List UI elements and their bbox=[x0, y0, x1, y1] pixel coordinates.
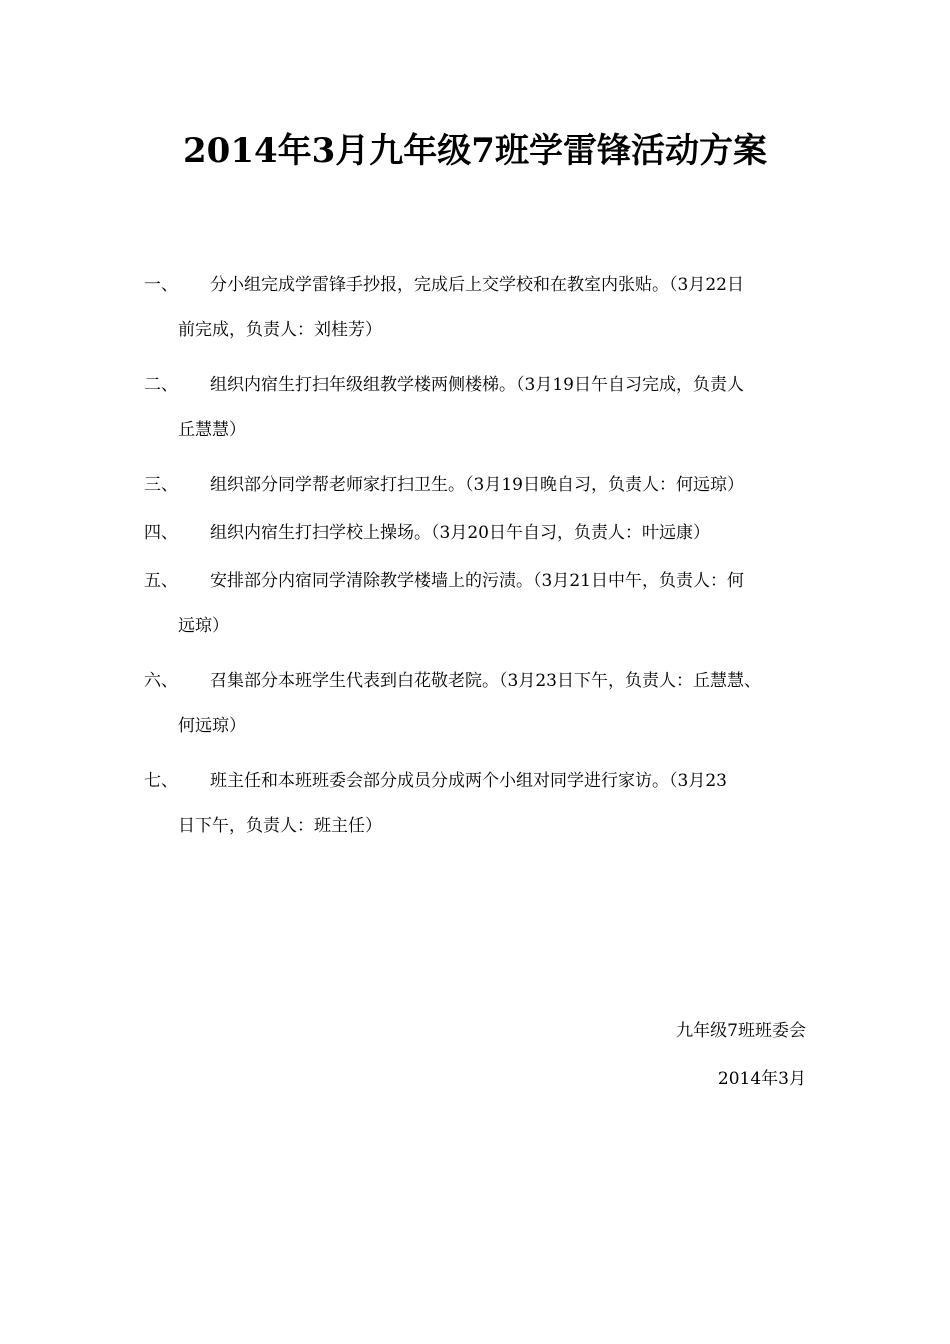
item-text: 组织部分同学帮老师家打扫卫生。（3月19日晚自习，负责人：何远琼） bbox=[210, 475, 744, 495]
item-text-continued: 丘慧慧） bbox=[178, 420, 246, 440]
signature-date: 2014年3月 bbox=[717, 1069, 806, 1089]
item-text: 组织内宿生打扫年级组教学楼两侧楼梯。（3月19日午自习完成，负责人 bbox=[210, 375, 744, 395]
item-number: 二、 bbox=[144, 375, 178, 395]
signature-organization: 九年级7班班委会 bbox=[676, 1021, 806, 1041]
item-number: 一、 bbox=[144, 275, 178, 295]
item-text-continued: 前完成，负责人：刘桂芳） bbox=[178, 320, 382, 340]
list-item bbox=[144, 562, 812, 652]
item-text: 安排部分内宿同学清除教学楼墙上的污渍。（3月21日中午，负责人：何 bbox=[210, 571, 744, 591]
item-text-continued: 远琼） bbox=[178, 616, 229, 636]
item-number: 四、 bbox=[144, 523, 178, 543]
item-text-continued: 何远琼） bbox=[178, 716, 246, 736]
list-item bbox=[144, 514, 812, 552]
item-text: 召集部分本班学生代表到白花敬老院。（3月23日下午，负责人：丘慧慧、 bbox=[210, 671, 761, 691]
item-number: 七、 bbox=[144, 771, 178, 791]
document-title: 2014年3月九年级7班学雷锋活动方案 bbox=[183, 131, 767, 171]
activity-list bbox=[144, 266, 812, 862]
item-text: 班主任和本班班委会部分成员分成两个小组对同学进行家访。（3月23 bbox=[210, 771, 727, 791]
item-number: 六、 bbox=[144, 671, 178, 691]
list-item bbox=[144, 662, 812, 752]
list-item bbox=[144, 762, 812, 852]
list-item bbox=[144, 266, 812, 356]
list-item bbox=[144, 366, 812, 456]
item-text: 组织内宿生打扫学校上操场。（3月20日午自习，负责人：叶远康） bbox=[210, 523, 710, 543]
item-text-continued: 日下午，负责人：班主任） bbox=[178, 816, 382, 836]
list-item bbox=[144, 466, 812, 504]
item-text: 分小组完成学雷锋手抄报，完成后上交学校和在教室内张贴。（3月22日 bbox=[210, 275, 744, 295]
item-number: 三、 bbox=[144, 475, 178, 495]
item-number: 五、 bbox=[144, 571, 178, 591]
